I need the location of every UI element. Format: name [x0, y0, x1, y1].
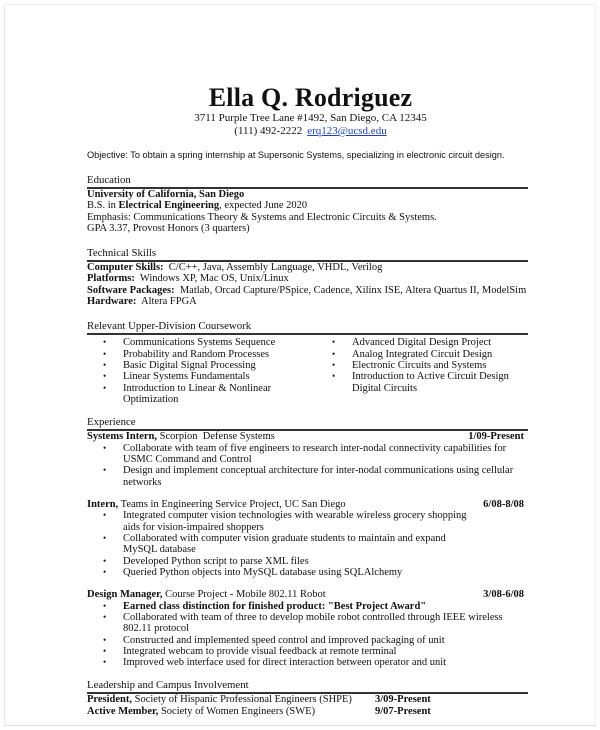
- bullet-icon: •: [103, 348, 107, 359]
- bullet-icon: •: [103, 337, 107, 348]
- address: 3711 Purple Tree Lane #1492, San Diego, CA 12345: [194, 112, 427, 124]
- emphasis-line: Emphasis: Communications Theory & Systems and Electronic Circuits & Systems.: [87, 211, 437, 223]
- coursework-list-left: [87, 337, 312, 405]
- coursework-list-right: [312, 337, 528, 405]
- bullet-text: Integrated webcam to provide visual feedback at remote terminal: [123, 645, 397, 657]
- job-dates: 6/08-8/08: [483, 498, 524, 510]
- job-title: Intern,: [87, 498, 119, 510]
- job-entry: [87, 589, 528, 668]
- objective: Objective: To obtain a spring internship at Supersonic Systems, specializing in electronic circuit design.: [87, 150, 505, 160]
- skill-value: C/C++, Java, Assembly Language, VHDL, Verilog: [163, 262, 383, 274]
- list-item: [103, 635, 528, 646]
- skill-label: Platforms:: [87, 273, 135, 285]
- job-dates: 1/09-Present: [468, 431, 524, 443]
- degree-major: Electrical Engineering: [118, 200, 220, 212]
- bullet-icon: •: [103, 555, 107, 566]
- section-title-coursework: Relevant Upper-Division Coursework: [87, 320, 528, 335]
- job-org: Course Project - Mobile 802.11 Robot: [162, 589, 326, 601]
- list-item: [103, 371, 312, 382]
- course-name: Introduction to Linear & Nonlinear Optimization: [123, 382, 272, 405]
- leadership-org: Society of Hispanic Professional Engineers (SHPE): [132, 694, 352, 706]
- contact-line: [93, 125, 528, 138]
- job-role-line: [87, 431, 428, 443]
- section-title-leadership: Leadership and Campus Involvement: [87, 679, 528, 694]
- job-role-line: [87, 589, 428, 601]
- leadership-dates: 3/09-Present: [375, 694, 431, 706]
- bullet-text: Constructed and implemented speed control and improved packaging of unit: [123, 634, 445, 646]
- course-name: Communications Systems Sequence: [123, 337, 276, 349]
- list-item: [332, 349, 528, 360]
- bullet-icon: •: [103, 645, 107, 656]
- course-name: Linear Systems Fundamentals: [123, 371, 250, 383]
- bullet-text: Developed Python script to parse XML files: [123, 555, 309, 567]
- bullet-icon: •: [103, 465, 107, 476]
- bullet-icon: •: [332, 337, 336, 348]
- bullet-text: Earned class distinction for finished product: "Best Project Award": [123, 600, 427, 612]
- bullet-icon: •: [103, 371, 107, 382]
- job-org: Scorpion Defense Systems: [157, 431, 275, 443]
- bullet-text: Design and implement conceptual architecture for inter-nodal communications using cellular networks: [123, 465, 514, 488]
- course-name: Advanced Digital Design Project: [352, 337, 492, 349]
- bullet-icon: •: [103, 532, 107, 543]
- job-header: [87, 499, 528, 511]
- email-link[interactable]: erq123@ucsd.edu: [307, 125, 387, 137]
- bullet-text: Collaborated with team of three to develop mobile robot controlled through IEEE wireless 802.11 protocol: [123, 611, 503, 635]
- list-item: [103, 360, 312, 371]
- list-item: [332, 360, 528, 371]
- bullet-icon: •: [103, 382, 107, 393]
- bullet-text: Collaborated with computer vision graduate students to maintain and expand MySQL database: [123, 532, 446, 556]
- skill-label: Software Packages:: [87, 284, 175, 296]
- bullet-icon: •: [332, 348, 336, 359]
- list-item: [103, 567, 467, 578]
- bullet-icon: •: [332, 359, 336, 370]
- bullet-text: Queried Python objects into MySQL database using SQLAlchemy: [123, 566, 403, 578]
- list-item: [103, 383, 312, 406]
- list-item: [103, 349, 312, 360]
- list-item: [103, 556, 467, 567]
- list-item: [103, 337, 312, 348]
- job-title: Systems Intern,: [87, 431, 157, 443]
- degree-prefix: B.S. in: [87, 200, 119, 212]
- leadership-role-line: [87, 706, 375, 717]
- skill-row: [87, 262, 528, 273]
- section-title-experience: Experience: [87, 416, 528, 431]
- job-header: [87, 431, 528, 443]
- bullet-text: Collaborate with team of five engineers to research inter-nodal connectivity capabilities for USMC Command and Control: [123, 442, 507, 465]
- job-org: Teams in Engineering Service Project, UC San Diego: [118, 498, 346, 510]
- skill-label: Hardware:: [87, 296, 137, 308]
- job-dates: 3/08-6/08: [483, 589, 524, 601]
- bullet-icon: •: [103, 600, 107, 611]
- job-bullets: [87, 510, 467, 578]
- course-name: Analog Integrated Circuit Design: [352, 348, 493, 360]
- bullet-icon: •: [103, 566, 107, 577]
- resume-content: [87, 84, 528, 717]
- list-item: [103, 646, 528, 657]
- course-name: Introduction to Active Circuit Design Digital Circuits: [352, 371, 509, 394]
- coursework-columns: [87, 337, 528, 405]
- leadership-title: President,: [87, 694, 133, 706]
- skill-row: [87, 273, 528, 284]
- bullet-icon: •: [103, 657, 107, 668]
- bullet-text: Integrated computer vision technologies with wearable wireless grocery shopping aids for vision-impaired shoppers: [123, 510, 467, 533]
- leadership-role-line: [87, 694, 375, 705]
- skill-row: [87, 296, 528, 307]
- list-item: [103, 533, 467, 556]
- course-name: Electronic Circuits and Systems: [352, 359, 487, 371]
- job-role-line: [87, 499, 428, 511]
- list-item: [103, 601, 528, 612]
- phone: (111) 492-2222: [234, 125, 303, 137]
- leadership-row: [87, 706, 528, 717]
- list-item: [332, 337, 528, 348]
- gpa-line: GPA 3.37, Provost Honors (3 quarters): [87, 222, 250, 234]
- leadership-org: Society of Women Engineers (SWE): [158, 705, 316, 717]
- job-bullets: [87, 601, 528, 669]
- section-title-skills: Technical Skills: [87, 247, 528, 262]
- skill-label: Computer Skills:: [87, 262, 164, 274]
- bullet-icon: •: [103, 359, 107, 370]
- list-item: [103, 465, 528, 488]
- skill-value: Altera FPGA: [136, 296, 197, 308]
- list-item: [103, 510, 467, 533]
- list-item: [103, 657, 528, 668]
- skill-row: [87, 285, 528, 296]
- bullet-icon: •: [103, 611, 107, 622]
- skill-value: Matlab, Orcad Capture/PSpice, Cadence, Xilinx ISE, Altera Quartus II, ModelSim: [174, 284, 527, 296]
- bullet-icon: •: [103, 510, 107, 521]
- bullet-icon: •: [103, 442, 107, 453]
- candidate-name: Ella Q. Rodriguez: [208, 83, 413, 112]
- job-entry: [87, 499, 528, 578]
- job-title: Design Manager,: [87, 589, 163, 601]
- course-name: Basic Digital Signal Processing: [123, 359, 256, 371]
- section-title-education: Education: [87, 174, 528, 189]
- leadership-dates: 9/07-Present: [375, 705, 431, 717]
- degree-suffix: , expected June 2020: [219, 200, 308, 212]
- degree-line: [87, 200, 528, 211]
- bullet-icon: •: [332, 371, 336, 382]
- leadership-title: Active Member,: [87, 705, 159, 717]
- job-entry: [87, 431, 528, 488]
- leadership-row: [87, 694, 528, 705]
- bullet-icon: •: [103, 634, 107, 645]
- skill-value: Windows XP, Mac OS, Unix/Linux: [134, 273, 289, 285]
- job-header: [87, 589, 528, 601]
- job-bullets: [87, 443, 528, 488]
- list-item: [103, 443, 528, 466]
- list-item: [103, 612, 528, 635]
- school-name: University of California, San Diego: [87, 189, 245, 200]
- list-item: [332, 371, 528, 394]
- course-name: Probability and Random Processes: [123, 348, 270, 360]
- bullet-text: Improved web interface used for direct interaction between operator and unit: [123, 657, 447, 669]
